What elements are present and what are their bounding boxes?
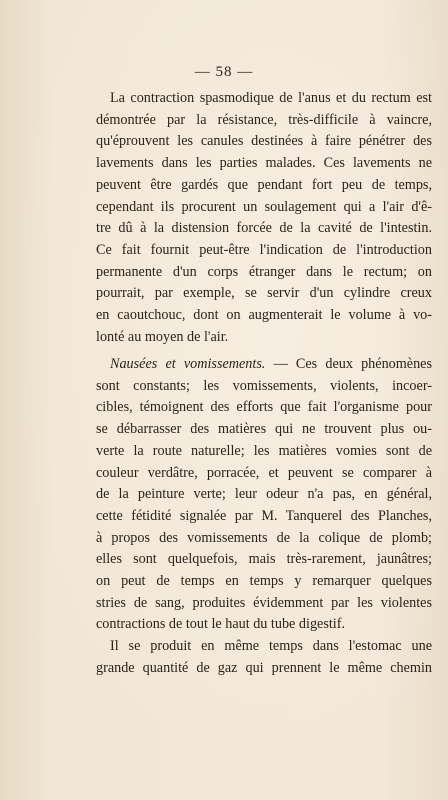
page-number: — 58 — xyxy=(194,64,254,80)
section-first-line xyxy=(96,354,432,376)
text-line: La contraction spasmodique de l'anus et du rectum est xyxy=(110,90,432,106)
paragraph-anal-contraction xyxy=(96,88,432,348)
text-line: cependant ils procurent un soulagement qui a l'air d'ê- xyxy=(96,198,432,215)
text-line: on peut de temps en temps y remarquer quelques xyxy=(96,573,432,590)
text-line: couleur verdâtre, porracée, et peuvent se comparer à xyxy=(96,464,432,481)
text-line: sont constants; les vomissements, violents, incoer- xyxy=(96,377,432,394)
text-line: tre dû à la distension forcée de la cavité de l'intestin. xyxy=(96,220,432,237)
text-line: de la peinture verte; leur odeur n'a pas, en général, xyxy=(96,486,432,503)
text-line: lavements dans les parties malades. Ces lavements ne xyxy=(96,155,432,172)
text-line: verte la route naturelle; les matières vomies sont de xyxy=(96,442,432,459)
text-line: permanente d'un corps étranger dans le rectum; on xyxy=(96,263,432,280)
text-line: qu'éprouvent les canules destinées à faire pénétrer des xyxy=(96,133,432,150)
text-fragment: — Ces deux phénomènes xyxy=(265,356,432,372)
text-line: se débarrasser des matières qui ne trouvent plus ou- xyxy=(96,421,432,438)
text-line: à propos des vomissements de la colique de plomb; xyxy=(96,529,432,546)
text-line: démontrée par la résistance, très-difficile à vaincre, xyxy=(96,111,432,128)
text-line: stries de sang, produites évidemment par les violentes xyxy=(96,594,432,611)
text-line: grande quantité de gaz qui prennent le même chemin xyxy=(96,659,432,676)
text-line: contractions de tout le haut du tube digestif. xyxy=(96,616,346,633)
text-line: peuvent être gardés que pendant fort peu de temps, xyxy=(96,176,432,193)
text-line: pourrait, par exemple, se servir d'un cylindre creux xyxy=(96,285,432,302)
text-line: lonté au moyen de l'air. xyxy=(96,328,229,345)
text-line: en caoutchouc, dont on augmenterait le volume à vo- xyxy=(96,307,432,324)
text-line: Ce fait fournit peut-être l'indication de l'introduction xyxy=(96,241,432,258)
text-line: Il se produit en même temps dans l'estomac une xyxy=(110,638,432,655)
text-line: cibles, témoignent des efforts que fait l'organisme pour xyxy=(96,399,432,416)
text-line: elles sont quelquefois, mais très-rarement, jaunâtres; xyxy=(96,551,432,568)
text-line: cette fétidité signalée par M. Tanquerel des Planches, xyxy=(96,507,432,524)
paragraph-nausea-vomiting xyxy=(96,354,432,680)
section-heading: Nausées et vomissements. xyxy=(110,356,266,372)
